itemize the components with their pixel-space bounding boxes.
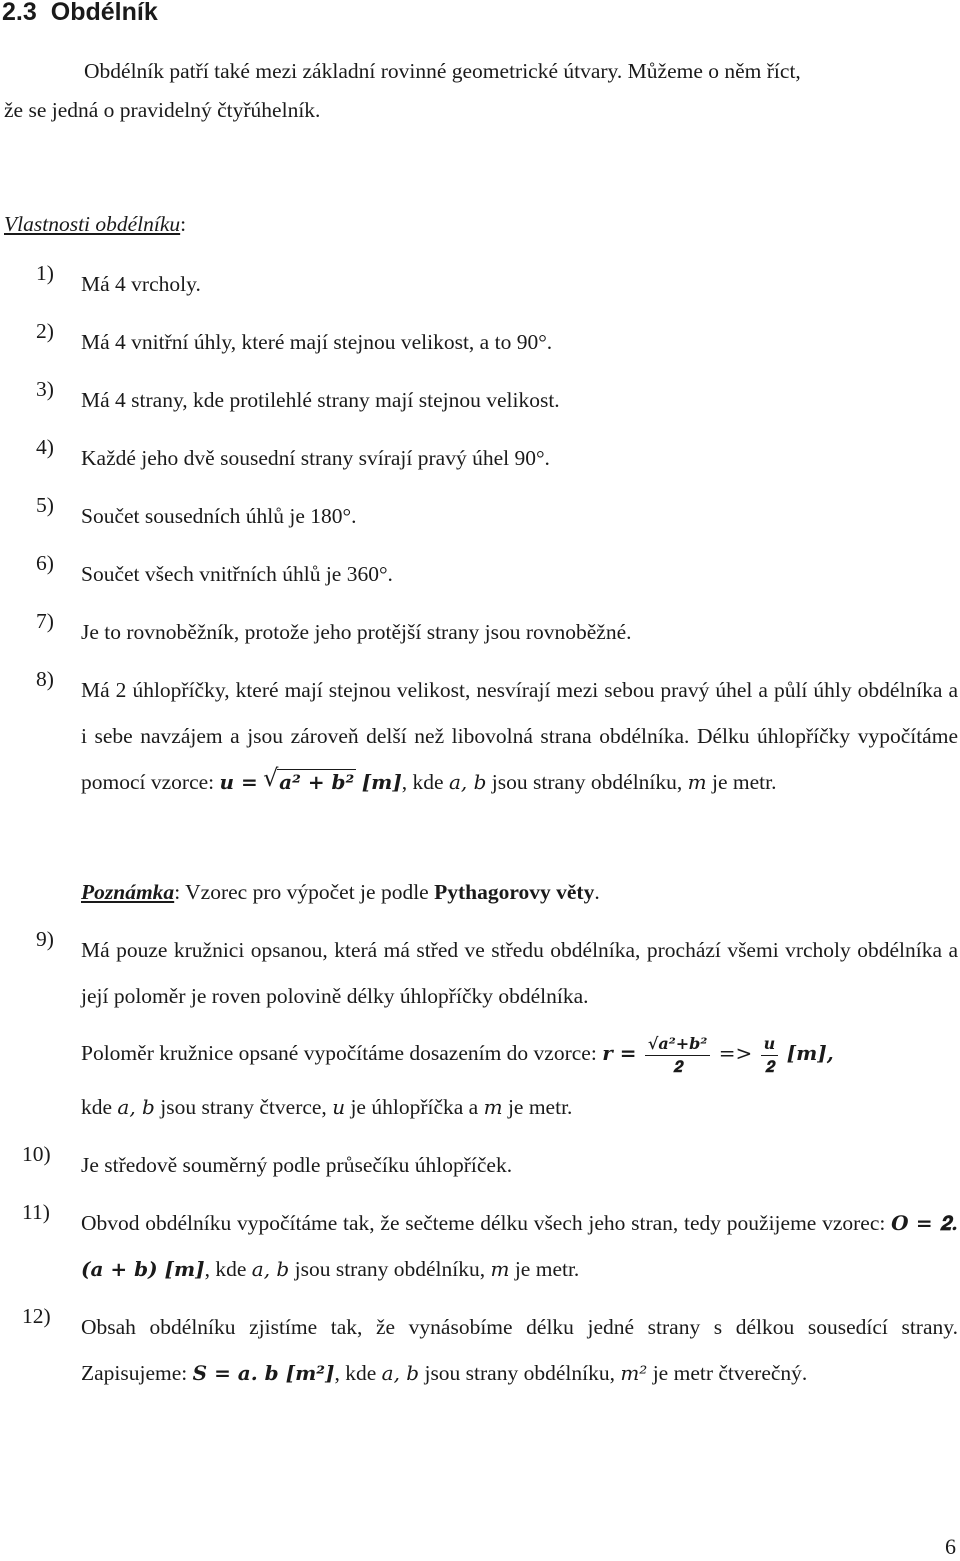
- list-item-number: 3): [36, 377, 54, 401]
- item8-text-kde: , kde: [401, 770, 444, 794]
- list-item-text: Má 4 vrcholy.: [81, 272, 201, 296]
- list-item-text: Má 4 strany, kde protilehlé strany mají stejnou velikost.: [81, 388, 560, 412]
- item12-text: Obsah obdélníku zjistíme tak, že vynásobíme délku jedné strany s délkou sousedící strany. Zapisujeme:: [81, 1315, 958, 1385]
- list-item-text: Součet všech vnitřních úhlů je 360°.: [81, 562, 393, 586]
- item12-text-kde: , kde: [334, 1361, 377, 1385]
- fraction-2-numerator: 𝒖: [761, 1033, 779, 1056]
- note-text: [81, 869, 958, 915]
- radical-sign-icon: √: [647, 1033, 659, 1053]
- fraction-1-radicand: 𝒂²+𝒃²: [658, 1033, 708, 1053]
- intro-line-1: Obdélník patří také mezi základní rovinné geometrické útvary. Můžeme o něm říct,: [84, 59, 801, 83]
- properties-title-colon: :: [180, 212, 187, 236]
- list-item-text: [81, 927, 958, 1019]
- item8-text-sides: jsou strany obdélníku,: [491, 770, 683, 794]
- item8-text: Má 2 úhlopříčky, které mají stejnou velikost, nesvírají mezi sebou pravý úhel a půlí úhly obdélníka a i sebe navzájem a jsou zároveň delší než libovolná strana obdélníka. Délku úhlopříčky vypočítáme pomocí vzorce:: [81, 678, 958, 794]
- implies-arrow: =>: [718, 1041, 753, 1065]
- item11-text-kde: , kde: [204, 1257, 247, 1281]
- radical-sign-icon: √: [263, 764, 279, 792]
- item11-text-metr: je metr.: [514, 1257, 580, 1281]
- math-vars: 𝑎, 𝑏: [448, 770, 487, 794]
- formula-unit: [𝒎],: [786, 1041, 834, 1065]
- fraction-1-denominator: 𝟐: [673, 1056, 683, 1076]
- math-vars: 𝑎, 𝑏: [251, 1257, 290, 1281]
- item9-text-d: jsou strany čtverce,: [160, 1095, 327, 1119]
- item9-text: Má pouze kružnici opsanou, která má střed ve středu obdélníka, prochází všemi vrcholy obdélníka a její poloměr je roven polovině délky úhlopříčky obdélníka.: [81, 938, 958, 1008]
- note-label: Poznámka: [81, 880, 175, 904]
- math-var-m: 𝑚: [490, 1257, 510, 1281]
- item11-text: Obvod obdélníku vypočítáme tak, že sečteme délku všech jeho stran, tedy použijeme vzorec:: [81, 1211, 886, 1235]
- list-item-number: 1): [36, 261, 54, 285]
- list-item-number: 6): [36, 551, 54, 575]
- list-item-number: 7): [36, 609, 54, 633]
- note-bold: Pythagorovy věty: [434, 880, 595, 904]
- properties-title: [4, 212, 186, 237]
- formula-lhs: 𝒖 =: [219, 770, 258, 794]
- properties-title-text: Vlastnosti obdélníku: [4, 212, 181, 236]
- item9-text-kde: kde: [81, 1095, 113, 1119]
- math-var-m2: 𝑚²: [620, 1361, 648, 1385]
- item8-text-metr: je metr.: [712, 770, 777, 794]
- math-var-m: 𝑚: [483, 1095, 503, 1119]
- item12-text-metr: je metr čtverečný.: [652, 1361, 808, 1385]
- list-item-number: 2): [36, 319, 54, 343]
- list-item-text: [81, 1304, 958, 1396]
- fraction-1-numerator: [645, 1033, 711, 1056]
- list-item-text: [81, 1200, 958, 1292]
- item9-text-b: Poloměr kružnice opsané vypočítáme dosazením do vzorce:: [81, 1041, 597, 1065]
- note-body: : Vzorec pro výpočet je podle: [174, 880, 429, 904]
- list-item-number: 8): [36, 667, 54, 691]
- fraction-2-denominator: 𝟐: [764, 1056, 774, 1076]
- intro-paragraph: [4, 52, 956, 130]
- square-root: [263, 759, 356, 805]
- item12-text-sides: jsou strany obdélníku,: [424, 1361, 615, 1385]
- list-item-text: Je středově souměrný podle průsečíku úhlopříček.: [81, 1153, 513, 1177]
- item9-text-f: je metr.: [507, 1095, 573, 1119]
- item9-text-e: je úhlopříčka a: [350, 1095, 479, 1119]
- list-item-number: 10): [22, 1142, 51, 1166]
- section-number: 2.3: [2, 0, 37, 26]
- list-item-text: [81, 667, 958, 805]
- perimeter-formula: 𝑶 = 𝟐. (𝒂 + 𝒃) [𝒎]: [81, 1211, 959, 1281]
- fraction-1: [645, 1033, 711, 1078]
- page-number: 6: [945, 1534, 956, 1559]
- item9-last-text: [81, 1084, 958, 1130]
- fraction-2: [761, 1033, 779, 1078]
- list-item-text: Součet sousedních úhlů je 180°.: [81, 504, 357, 528]
- section-heading: [2, 0, 158, 27]
- math-vars: 𝑎, 𝑏: [117, 1095, 155, 1119]
- section-title: Obdélník: [50, 0, 158, 26]
- list-item-number: 11): [22, 1200, 50, 1224]
- list-item-number: 12): [22, 1304, 51, 1328]
- formula-radicand: 𝒂² + 𝒃²: [279, 770, 355, 794]
- list-item-text: Má 4 vnitřní úhly, které mají stejnou velikost, a to 90°.: [81, 330, 553, 354]
- list-item-number: 5): [36, 493, 54, 517]
- area-formula: 𝑺 = 𝒂. 𝒃 [𝒎²]: [192, 1361, 335, 1385]
- math-var-u: 𝑢: [332, 1095, 346, 1119]
- note-end: .: [594, 880, 600, 904]
- list-item-number: 9): [36, 927, 54, 951]
- formula-unit: [𝒎]: [361, 770, 402, 794]
- formula-r-lhs: 𝒓 =: [602, 1041, 637, 1065]
- list-item-text: Je to rovnoběžník, protože jeho protější strany jsou rovnoběžné.: [81, 620, 632, 644]
- list-item-number: 4): [36, 435, 54, 459]
- math-var-m: 𝑚: [687, 770, 707, 794]
- list-item-text: Každé jeho dvě sousední strany svírají pravý úhel 90°.: [81, 446, 550, 470]
- intro-line-2: že se jedná o pravidelný čtyřúhelník.: [4, 98, 321, 122]
- math-vars: 𝑎, 𝑏: [381, 1361, 420, 1385]
- item11-text-sides: jsou strany obdélníku,: [294, 1257, 486, 1281]
- item9-formula-text: [81, 1030, 958, 1078]
